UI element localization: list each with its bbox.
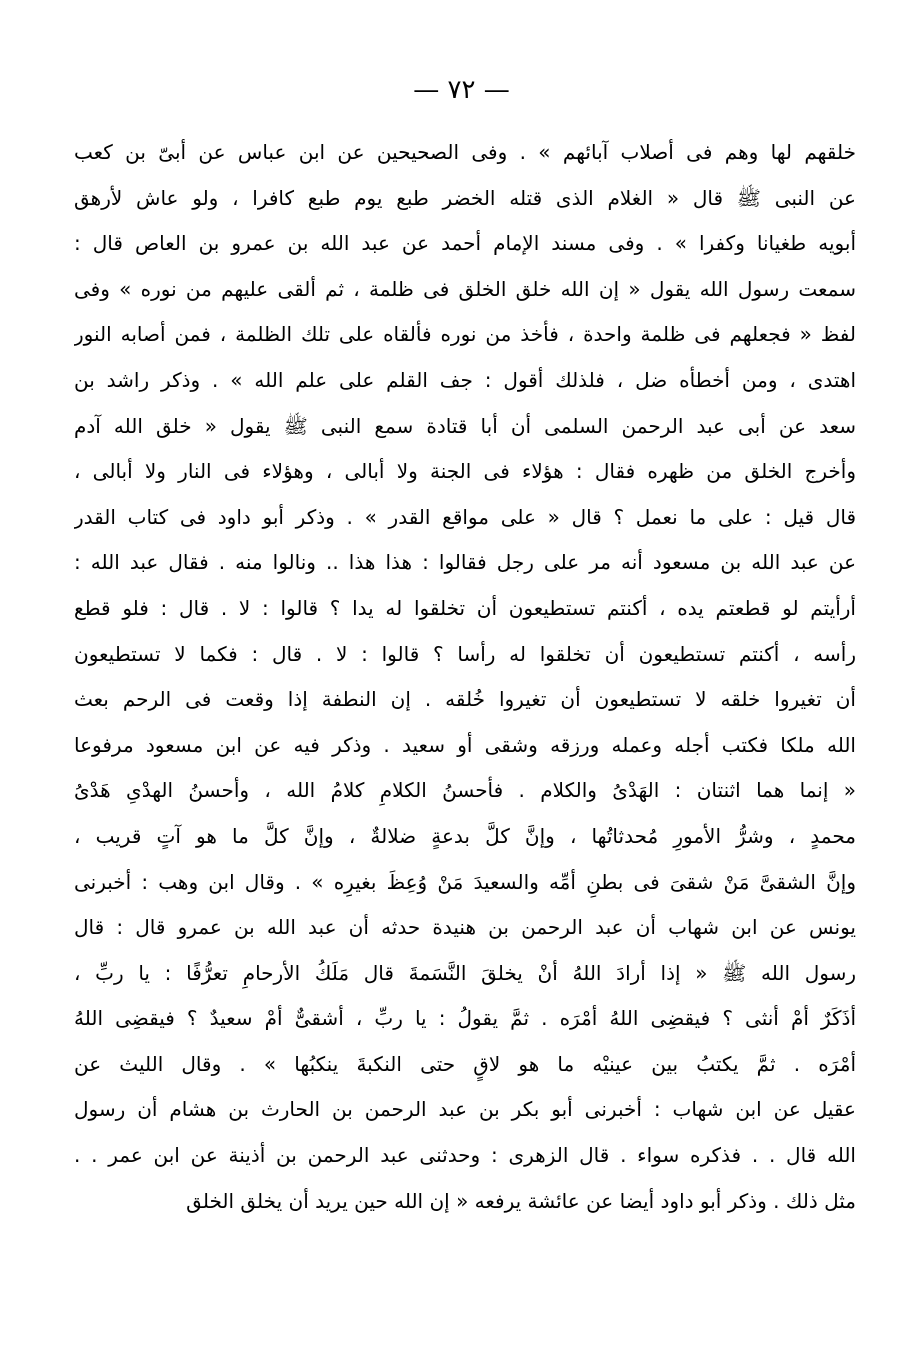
text-line: رأسه ، أكنتم تستطيعون أن تخلقوا له رأسا ؟ قالوا : لا . قال : فكما لا تستطيعون [74, 641, 856, 666]
text-line: « إنما هما اثنتان : الهَدْىُ والكلام . فأحسنُ الكلامِ كلامُ الله ، وأحسنُ الهدْىِ هَدْىُ [74, 778, 856, 803]
text-line: أذَكَرٌ أمْ أنثى ؟ فيقضِى اللهُ أمْرَه . ثمَّ يقولُ : يا ربِّ ، أشقىٌّ أمْ سعيدٌ ؟ فيقضِى اللهُ [74, 1006, 856, 1031]
text-line: الله قال . . فذكره سواء . قال الزهرى : وحدثنى عبد الرحمن بن أذينة عن ابن عمر . . [74, 1143, 856, 1168]
text-line: خلقهم لها وهم فى أصلاب آبائهم » . وفى الصحيحين عن ابن عباس عن أبىّ بن كعب [74, 140, 856, 164]
text-line: اهتدى ، ومن أخطأه ضل ، فلذلك أقول : جف القلم على علم الله » . وذكر راشد بن [74, 367, 856, 392]
text-line: محمدٍ ، وشرُّ الأمورِ مُحدثاتُها ، وإنَّ كلَّ بدعةٍ ضلالةٌ ، وإنَّ كلَّ ما هو آتٍ قريب ، [74, 823, 856, 848]
text-line: عن عبد الله بن مسعود أنه مر على رجل فقالوا : هذا هذا .. ونالوا منه . فقال عبد الله : [74, 550, 856, 575]
text-line: الله ملكا فكتب أجله وعمله ورزقه وشقى أو سعيد . وذكر فيه عن ابن مسعود مرفوعا [74, 732, 856, 757]
text-line: رسول الله ﷺ « إذا أرادَ اللهُ أنْ يخلقَ النَّسَمةَ قال مَلَكُ الأرحامِ تعرُّفًا : يا ربِّ ، [74, 960, 856, 985]
text-line: وأخرج الخلق من ظهره فقال : هؤلاء فى الجنة ولا أبالى ، وهؤلاء فى النار ولا أبالى ، [74, 459, 856, 484]
text-line: لفظ « فجعلهم فى ظلمة واحدة ، فأخذ من نوره فألقاه على تلك الظلمة ، فمن أصابه النور [74, 322, 856, 347]
text-line: وإنَّ الشقىَّ مَنْ شقىَ فى بطنِ أمِّه والسعيدَ مَنْ وُعِظَ بغيرِه » . وقال ابن وهب : أخبرنى [74, 869, 856, 894]
text-line: قال قيل : على ما نعمل ؟ قال « على مواقع القدر » . وذكر أبو داود فى كتاب القدر [74, 504, 856, 529]
text-line: سمعت رسول الله يقول « إن الله خلق الخلق فى ظلمة ، ثم ألقى عليهم من نوره » وفى [74, 276, 856, 301]
page-number: — ٧٢ — [413, 75, 510, 105]
text-line: مثل ذلك . وذكر أبو داود أيضا عن عائشة يرفعه « إن الله حين يريد أن يخلق الخلق [186, 1188, 856, 1213]
text-line: أن تغيروا خلقه لا تستطيعون أن تغيروا خُلقه . إن النطفة إذا وقعت فى الرحم بعث [74, 687, 856, 712]
text-line: عن النبى ﷺ قال « الغلام الذى قتله الخضر طبع يوم طبع كافرا ، ولو عاش لأرهق [74, 185, 856, 210]
text-line: أبويه طغيانا وكفرا » . وفى مسند الإمام أحمد عن عبد الله بن عمرو بن العاص قال : [74, 231, 856, 256]
text-line: أرأيتم لو قطعتم يده ، أكنتم تستطيعون أن تخلقوا له يدا ؟ قالوا : لا . قال : فلو قطع [74, 595, 856, 620]
text-line: عقيل عن ابن شهاب : أخبرنى أبو بكر بن عبد الرحمن بن الحارث بن هشام أن رسول [74, 1097, 856, 1122]
text-line: سعد عن أبى عبد الرحمن السلمى أن أبا قتادة سمع النبى ﷺ يقول « خلق الله آدم [74, 413, 856, 438]
text-line: أمْرَه . ثمَّ يكتبُ بين عينيْه ما هو لاقٍ حتى النكبةَ ينكبُها » . وقال الليث عن [74, 1051, 856, 1076]
text-line: يونس عن ابن شهاب أن عبد الرحمن بن هنيدة حدثه أن عبد الله بن عمرو قال : قال [74, 915, 856, 940]
body-text [74, 130, 856, 1224]
